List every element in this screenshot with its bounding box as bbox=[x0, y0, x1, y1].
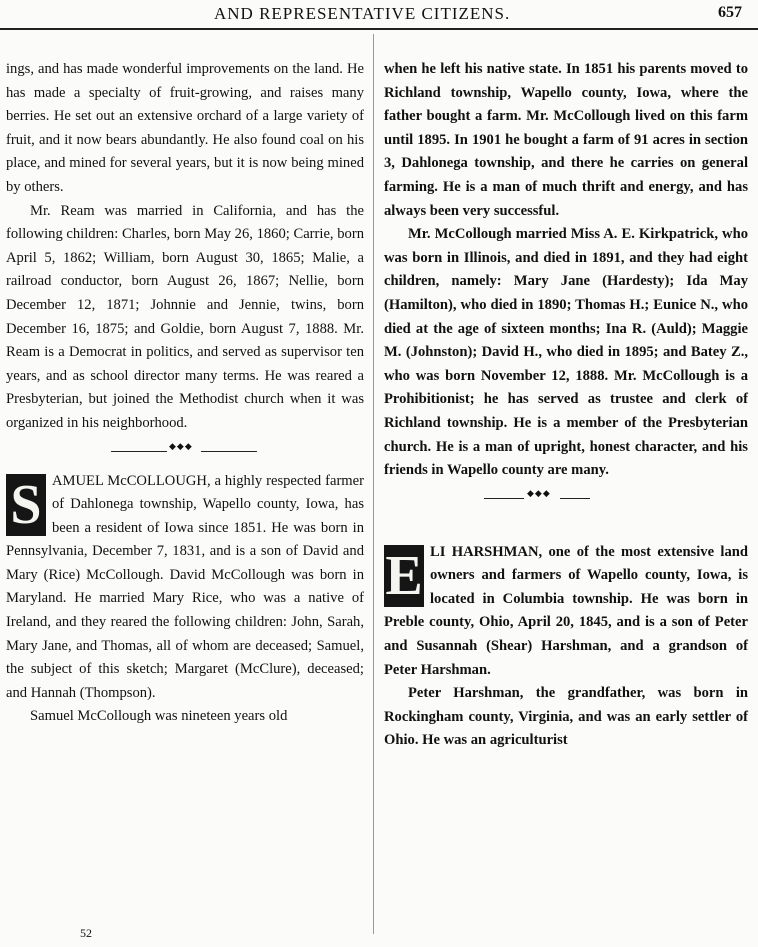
left-column bbox=[6, 58, 364, 729]
page-header bbox=[0, 4, 758, 24]
drop-cap: E bbox=[385, 544, 423, 607]
ream-paragraph-1: ings, and has made wonderful improvements on the land. He has made a specialty of fruit-growing, and raises many berries. He set out an extensive orchard of a large variety of fruit, and it now bears abundantly. He also found coal on his place, and mined for several years, but it is now being mined by others. bbox=[6, 61, 364, 195]
divider-line-right bbox=[201, 451, 257, 452]
section-divider bbox=[384, 483, 748, 541]
divider-line-left bbox=[111, 451, 167, 452]
page-number: 657 bbox=[718, 4, 742, 21]
harshman-paragraph-1: LI HARSHMAN, one of the most extensive land owners and farmers of Wapello county, Iowa, is located in Columbia township. He was born in Preble county, Ohio, April 20, 1845, and is a son of Peter and Susannah (Shear) Harshman, and a grandson of Peter Harshman. bbox=[384, 543, 748, 678]
mccollough-paragraph-2: Samuel McCollough was nineteen years old bbox=[30, 708, 288, 725]
signature-mark: 52 bbox=[80, 926, 92, 940]
divider-ornament: ◆◆◆ bbox=[527, 487, 551, 498]
ream-paragraph-2: Mr. Ream was married in California, and has the following children: Charles, born May 26, 1860; Carrie, born April 5, 1862; William, born August 30, 1865; Malie, a railroad conductor, born August 26, 1867; Nellie, born December 12, 1871; Johnnie and Jennie, twins, born December 16, 1875; and Goldie, born August 7, 1888. Mr. Ream is a Democrat in politics, and served as supervisor ten years, and as school director many terms. He was reared a Presbyterian, but joined the Methodist church when it was organized in his neighborhood. bbox=[6, 202, 364, 431]
harshman-paragraph-2: Peter Harshman, the grandfather, was born in Rockingham county, Virginia, and was an early settler of Ohio. He was an agriculturist bbox=[384, 685, 748, 749]
mccollough-paragraph-3: when he left his native state. In 1851 his parents moved to Richland township, Wapello county, Iowa, where the father bought a farm. Mr. McCollough lived on this farm until 1895. In 1901 he bought a farm of 91 acres in section 3, Dahlonega township, and there he carries on general farming. He is a man of much thrift and energy, and has always been very successful. bbox=[384, 61, 748, 219]
harshman-biography bbox=[384, 541, 748, 753]
right-column bbox=[384, 58, 748, 753]
mccollough-paragraph-1: AMUEL McCOLLOUGH, a highly respected farmer of Dahlonega township, Wapello county, Iowa, has been a resident of Iowa since 1851. He was born in Pennsylvania, December 7, 1831, and is a son of David and Mary (Rice) McCollough. David McCollough was born in Maryland. He married Mary Rice, who was a native of Ireland, and they reared the following children: John, Sarah, Mary Jane, and Thomas, all of whom are deceased; Samuel, the subject of this sketch; Margaret (McClure), deceased; and Hannah (Thompson). bbox=[6, 472, 364, 701]
drop-cap: S bbox=[6, 474, 46, 536]
running-head: AND REPRESENTATIVE CITIZENS. bbox=[214, 4, 511, 23]
mccollough-paragraph-4: Mr. McCollough married Miss A. E. Kirkpatrick, who was born in Illinois, and died in 1891, and they had eight children, namely: Mary Jane (Hardesty); Ida May (Hamilton), who died in 1890; Thomas H.; Eunice N., who died at the age of sixteen months; Ina R. (Auld); Maggie M. (Johnston); David H., who died in 1895; and Batey Z., who was born November 12, 1888. Mr. McCollough is a Prohibitionist; he has served as trustee and clerk of Richland township. He is a member of the Presbyterian church. He is a man of upright, honest character, and his friends in Wapello county are many. bbox=[384, 226, 748, 479]
mccollough-biography bbox=[6, 470, 364, 730]
divider-line-left bbox=[484, 498, 524, 499]
header-rule bbox=[0, 28, 758, 30]
section-divider bbox=[6, 436, 364, 470]
divider-line-right bbox=[560, 498, 590, 499]
divider-ornament: ◆◆◆ bbox=[169, 440, 193, 451]
column-rule bbox=[373, 34, 374, 934]
